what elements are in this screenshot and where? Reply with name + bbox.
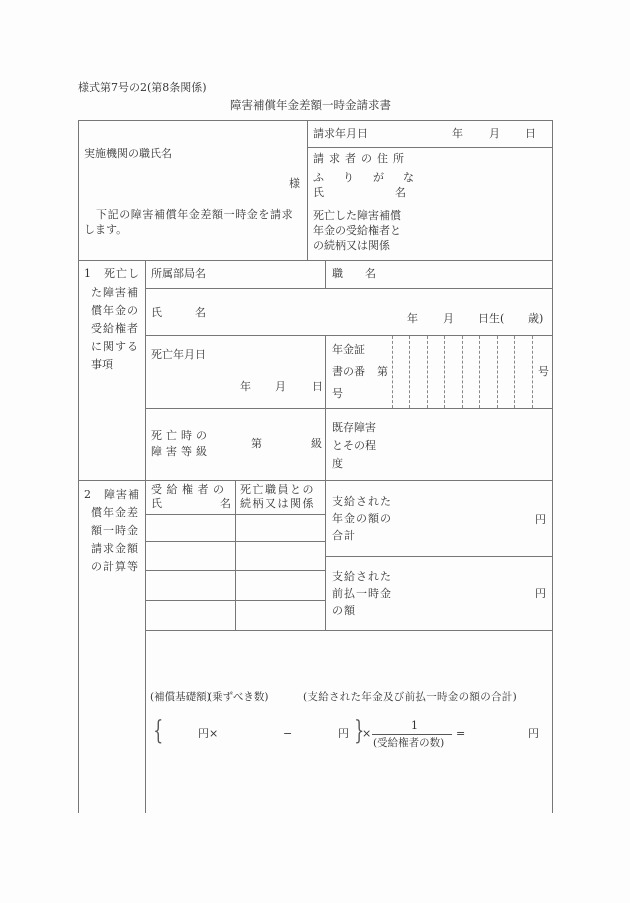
section2-heading-4: 請求金額 xyxy=(91,542,139,555)
formula-result-unit: 円 xyxy=(528,727,539,740)
cert-label-2: 書の番 xyxy=(332,365,365,378)
request-date-label: 請求年月日 xyxy=(313,127,368,140)
section1-heading-3: 償年金の xyxy=(91,304,139,317)
relation-label-1: 死亡した障害補償 xyxy=(313,209,401,222)
death-year: 年 xyxy=(240,380,251,393)
form-number: 様式第7号の2(第8条関係) xyxy=(78,81,207,94)
cert-suffix: 号 xyxy=(538,365,549,378)
advance-label-3: の額 xyxy=(332,604,356,617)
request-day: 日 xyxy=(525,127,536,140)
request-text: 下記の障害補償年金差額一時金を請求 xyxy=(96,208,294,221)
birth-month: 月 xyxy=(443,312,454,325)
col1-header-2b: 名 xyxy=(220,497,231,510)
name-label-2: 名 xyxy=(395,186,406,199)
col1-header-2a: 氏 xyxy=(151,497,162,510)
grade-label-2: 障害等級 xyxy=(151,445,211,458)
deceased-name-label: 氏 名 xyxy=(151,306,206,319)
section1-heading-5: に関する xyxy=(91,340,139,353)
beneficiary-row[interactable] xyxy=(146,571,324,599)
beneficiary-row[interactable] xyxy=(146,542,324,569)
form-title: 障害補償年金差額一時金請求書 xyxy=(230,98,391,112)
advance-label-2: 前払一時金 xyxy=(332,587,392,600)
death-month: 月 xyxy=(275,380,286,393)
col2-header-1: 死亡職員との xyxy=(240,483,315,496)
request-year: 年 xyxy=(452,127,463,140)
formula-label-paid: (支給された年金及び前払一時金の額の合計) xyxy=(303,691,517,703)
formula-minus: − xyxy=(283,727,293,740)
formula-numerator: 1 xyxy=(411,719,418,732)
relation-label-2: 年金の受給権者と xyxy=(313,224,401,237)
section2-heading-2: 償年金差 xyxy=(91,506,139,519)
name-label-1: 氏 xyxy=(313,186,324,199)
section2-heading-1: 2 障害補 xyxy=(84,488,140,501)
request-text-2: します。 xyxy=(84,223,128,236)
col2-header-2: 続柄又は関係 xyxy=(240,497,315,510)
advance-label-1: 支給された xyxy=(332,570,392,583)
section2-heading-5: の計算等 xyxy=(91,560,139,573)
relation-label-3: の続柄又は関係 xyxy=(313,239,390,252)
formula-denominator: (受給権者の数) xyxy=(373,737,445,749)
fraction-bar xyxy=(372,734,452,735)
existing-label-2: とその程 xyxy=(332,439,376,452)
position-label: 職 名 xyxy=(332,267,376,280)
cert-prefix: 第 xyxy=(377,365,388,378)
grade-suffix: 級 xyxy=(311,437,322,450)
formula-equals: = xyxy=(456,727,466,740)
cert-label-3: 号 xyxy=(332,387,343,400)
age-suffix: 歳) xyxy=(528,312,544,325)
request-month: 月 xyxy=(489,127,500,140)
col1-header-1: 受給権者の xyxy=(151,483,229,496)
existing-label-3: 度 xyxy=(332,457,343,470)
cert-label-1: 年金証 xyxy=(332,343,365,356)
pension-total-unit: 円 xyxy=(535,513,546,526)
birth-year: 年 xyxy=(407,312,418,325)
formula-yen-close: 円 xyxy=(338,727,349,740)
formula-times: × xyxy=(362,727,372,740)
pension-total-label-2: 年金の額の xyxy=(332,512,392,525)
section2-heading-3: 額一時金 xyxy=(91,524,139,537)
furigana-label: ふりがな xyxy=(313,171,433,184)
honorific-label: 様 xyxy=(289,177,300,190)
section1-heading-6: 事項 xyxy=(91,358,113,371)
right-brace-icon: } xyxy=(354,716,365,746)
birth-day: 日生( xyxy=(478,312,505,325)
department-label: 所属部局名 xyxy=(151,267,206,280)
formula-label-base: (補償基礎額) xyxy=(150,691,211,703)
grade-prefix: 第 xyxy=(251,437,262,450)
pension-total-label-1: 支給された xyxy=(332,495,392,508)
pension-total-label-3: 合計 xyxy=(332,529,356,542)
grade-label-1: 死亡時の xyxy=(151,429,211,442)
beneficiary-row[interactable] xyxy=(146,515,324,540)
death-day: 日 xyxy=(312,380,323,393)
formula-label-multiplier: (乗ずべき数) xyxy=(208,691,269,703)
existing-label-1: 既存障害 xyxy=(332,421,376,434)
formula-yen-times: 円× xyxy=(198,727,219,740)
section1-heading-4: 受給権者 xyxy=(91,322,139,335)
advance-unit: 円 xyxy=(535,587,546,600)
left-brace-icon: { xyxy=(153,716,164,746)
agency-label: 実施機関の職氏名 xyxy=(84,147,172,160)
section1-heading-1: 1 死亡し xyxy=(84,267,140,280)
beneficiary-row[interactable] xyxy=(146,601,324,629)
section1-heading-2: た障害補 xyxy=(91,286,139,299)
death-date-label: 死亡年月日 xyxy=(151,348,206,361)
address-label: 請求者の住所 xyxy=(313,152,409,165)
